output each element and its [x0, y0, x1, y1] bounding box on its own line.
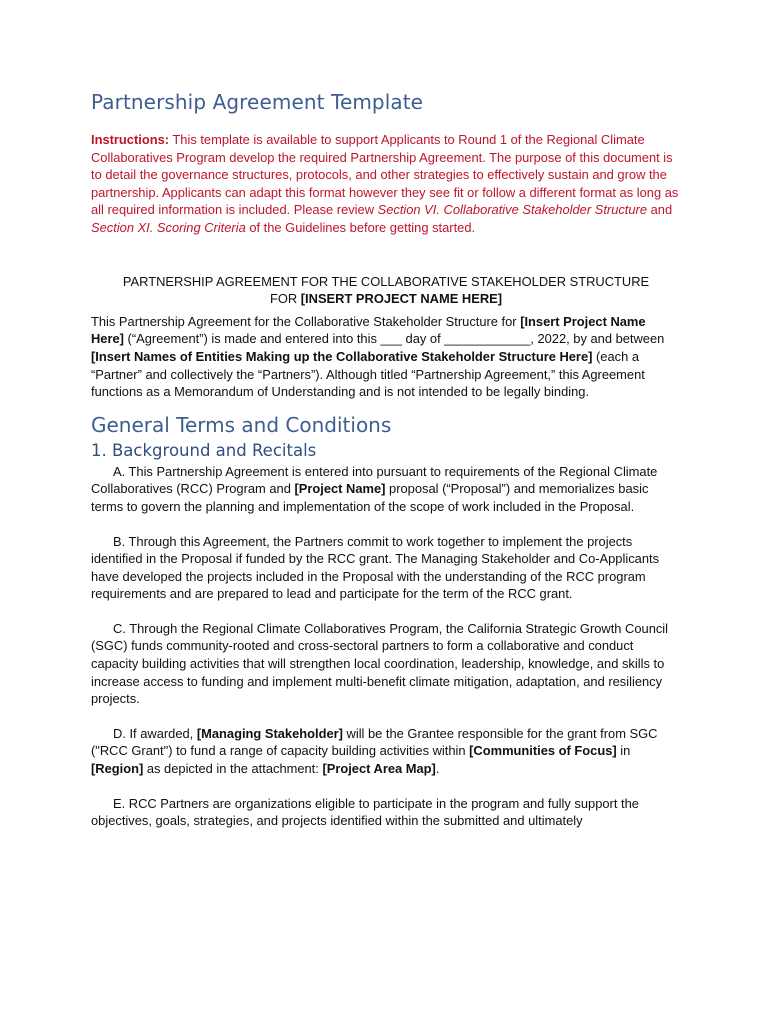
instructions-paragraph: Instructions: This template is available to support Applicants to Round 1 of the Regional Climate Collaboratives Program develop the required Partnership Agreement. The purpose of this document is to detail the governance structures, protocols, and other strategies to effectively sustain and grow the partnership. Applicants can adapt this format however they see fit or follow a different format as long as all required information is included. Please review Section VI. Collaborative Stakeholder Structure and Section XI. Scoring Criteria of the Guidelines before getting started. — [91, 132, 679, 235]
recital-c: C. Through the Regional Climate Collaboratives Program, the California Strategic Growth Council (SGC) funds community-rooted and cross-sectoral partners to form a collaborative and conduct capacity building activities that will strengthen local coordination, leadership, knowledge, and skills to increase access to funding and implement multi-benefit climate mitigation, adaptation, and resiliency projects. — [91, 620, 669, 707]
recital-e: E. RCC Partners are organizations eligible to participate in the program and fully support the objectives, goals, strategies, and projects identified within the submitted and ultimately — [91, 795, 639, 829]
instructions-text: This template is available to support Applicants to Round 1 of the Regional Climate Collaboratives Program develop the required Partnership Agreement. The purpose of this document is to detail the governance structures, protocols, and other strategies to effectively sustain and grow the partnership. Applicants can adapt this format however they see fit or follow a different format as long as all required information is included. Please review — [91, 132, 679, 218]
recital-d: D. If awarded, [Managing Stakeholder] will be the Grantee responsible for the grant from SGC ("RCC Grant") to fund a range of capacity building activities within [Communities of Focus] in [Region] as depicted in the attachment: [Project Area Map]. — [91, 725, 658, 777]
section-xi-reference: Section XI. Scoring Criteria — [91, 219, 246, 235]
agreement-heading — [91, 273, 681, 308]
instructions-label: Instructions: — [91, 132, 170, 147]
placeholder-project-name: [Insert Project Name Here] — [91, 313, 646, 347]
agreement-heading-line1: PARTNERSHIP AGREEMENT FOR THE COLLABORATIVE STAKEHOLDER STRUCTURE — [122, 273, 650, 289]
intro-paragraph: This Partnership Agreement for the Collaborative Stakeholder Structure for [Insert Project Name Here] (“Agreement”) is made and entered into this ___ day of ____________, 2022, by and between [Insert Names of Entities Making up the Collaborative Stakeholder Structure Here] (each a “Partner” and collectively the “Partners”). Although titled “Partnership Agreement,” this Agreement functions as a Memorandum of Understanding and is not intended to be legally binding. — [91, 313, 665, 400]
document-title: Partnership Agreement Template — [91, 90, 424, 114]
project-name-placeholder: [INSERT PROJECT NAME HERE] — [300, 291, 503, 307]
recital-a: A. This Partnership Agreement is entered into pursuant to requirements of the Regional Climate Collaboratives (RCC) Program and [Project Name] proposal (“Proposal”) and memorializes basic terms to govern the planning and implementation of the scope of work included in the Proposal. — [91, 463, 658, 514]
section-vi-reference: Section VI. Collaborative Stakeholder Structure — [377, 202, 648, 218]
document-body — [91, 90, 681, 847]
agreement-heading-line2: FOR [INSERT PROJECT NAME HERE] — [269, 291, 503, 307]
recital-b: B. Through this Agreement, the Partners commit to work together to implement the projects identified in the Proposal if funded by the RCC grant. The Managing Stakeholder and Co-Applicants have developed the projects included in the Proposal with the understanding of the RCC program requirements and are prepared to lead and participate for the term of the RCC grant. — [91, 533, 660, 602]
section-heading-general-terms: General Terms and Conditions — [91, 412, 392, 437]
subsection-heading-background: 1. Background and Recitals — [91, 440, 317, 460]
placeholder-entity-names: [Insert Names of Entities Making up the Collaborative Stakeholder Structure Here] — [91, 348, 593, 364]
